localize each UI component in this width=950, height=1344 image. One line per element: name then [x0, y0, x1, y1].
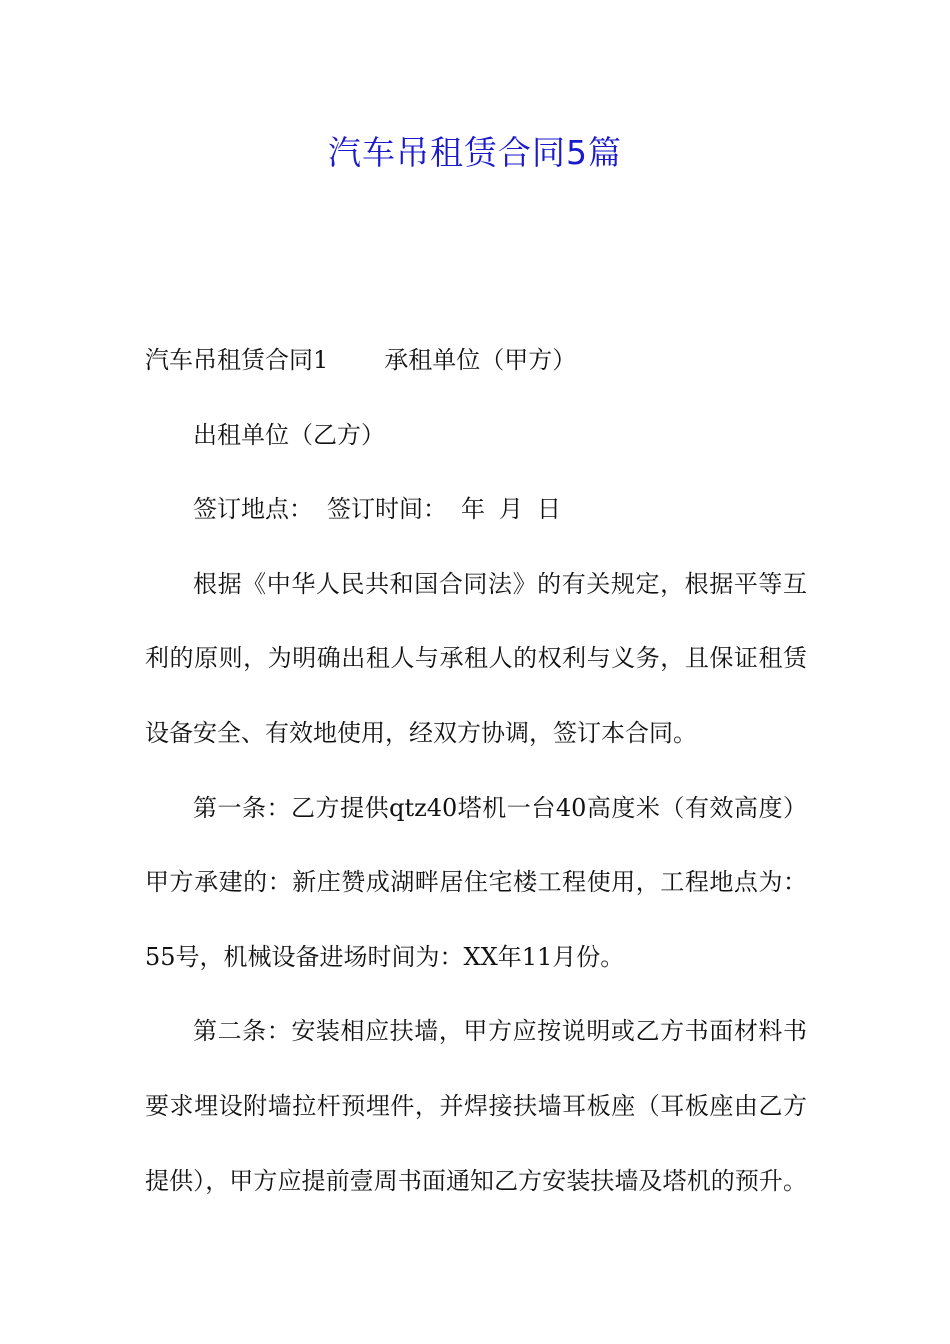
sign-year: 年 — [461, 495, 485, 524]
paragraph-line: 根据《中华人民共和国合同法》的有关规定，根据平等互 — [193, 569, 807, 598]
paragraph-line: 利的原则，为明确出租人与承租人的权利与义务，且保证租赁 — [145, 644, 807, 673]
lessee-label: 承租单位（甲方） — [384, 346, 577, 374]
sign-day: 日 — [537, 495, 561, 524]
sign-time-label: 签订时间： — [327, 495, 447, 524]
paragraph-line: 55号，机械设备进场时间为：XX年11月份。 — [145, 942, 625, 971]
contract-heading-line — [145, 334, 807, 409]
paragraph-line: 设备安全、有效地使用，经双方协调，签订本合同。 — [145, 718, 697, 747]
sign-month: 月 — [499, 495, 523, 524]
lessor-label: 出租单位（乙方） — [193, 420, 385, 449]
signing-line — [145, 483, 807, 558]
paragraph-line: 要求埋设附墙拉杆预埋件，并焊接扶墙耳板座（耳板座由乙方 — [145, 1091, 807, 1120]
document-title: 汽车吊租赁合同5篇 — [328, 133, 622, 172]
paragraph-line: 第二条：安装相应扶墙，甲方应按说明或乙方书面材料书 — [193, 1017, 807, 1046]
document-body — [145, 334, 807, 1229]
sign-place-label: 签订地点： — [193, 495, 313, 524]
contract-heading: 汽车吊租赁合同1 — [145, 346, 329, 374]
paragraph-line: 第一条：乙方提供qtz40塔机一台40高度米（有效高度） — [193, 793, 807, 822]
paragraph-line: 提供），甲方应提前壹周书面通知乙方安装扶墙及塔机的预升。 — [145, 1166, 807, 1195]
paragraph-line: 甲方承建的：新庄赞成湖畔居住宅楼工程使用，工程地点为： — [145, 868, 807, 897]
lessor-line — [145, 409, 807, 484]
